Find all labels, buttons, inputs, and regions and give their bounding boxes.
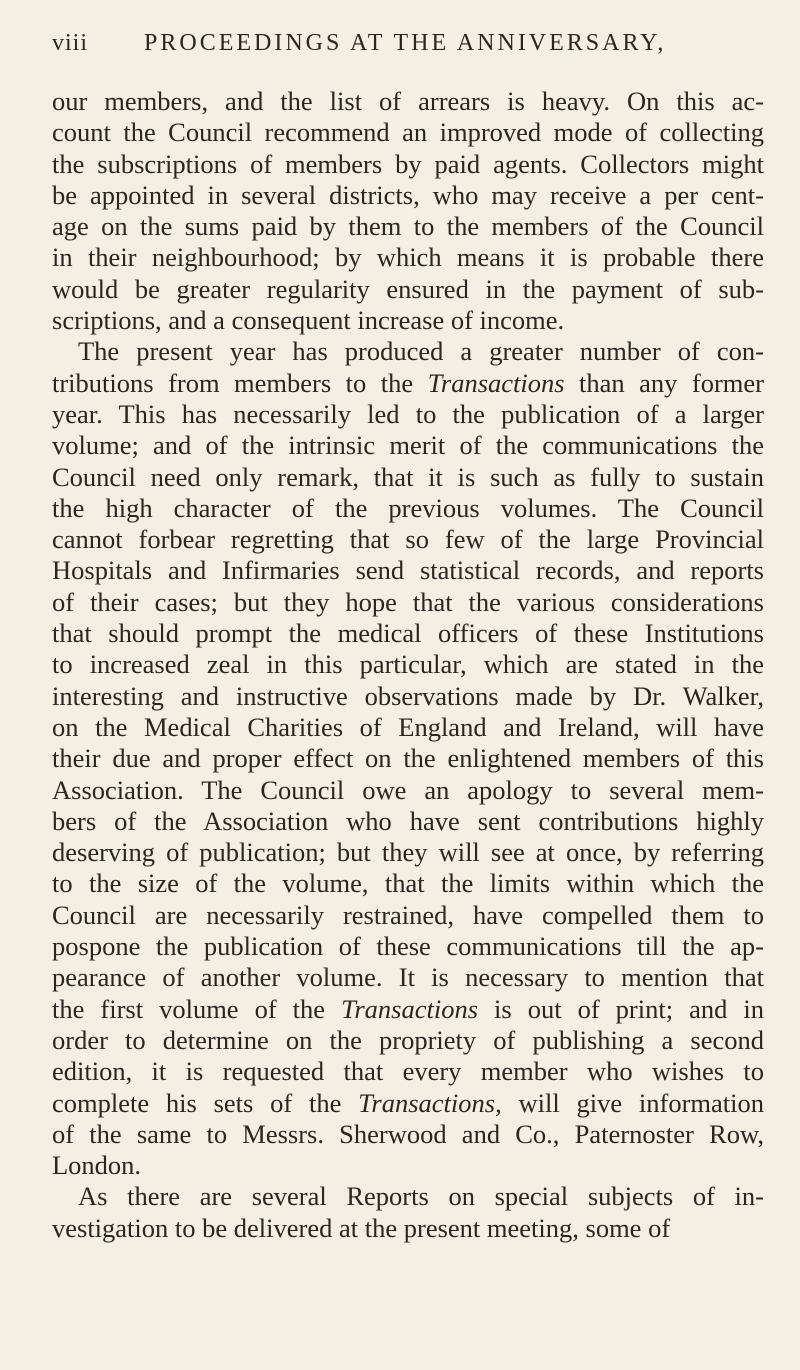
text-line: pearance of another volume. It is necessary to mention that bbox=[52, 962, 764, 993]
text-line: of their cases; but they hope that the various considerations bbox=[52, 586, 764, 617]
text-line: vestigation to be delivered at the present meeting, some of bbox=[52, 1212, 671, 1243]
text-line: that should prompt the medical officers of these Institutions bbox=[52, 618, 764, 649]
text-line: cannot forbear regretting that so few of the large Provincial bbox=[52, 524, 764, 555]
text-line: Hospitals and Infirmaries send statistical records, and reports bbox=[52, 555, 764, 586]
text-line: volume; and of the intrinsic merit of the communications the bbox=[52, 430, 764, 461]
text-line bbox=[52, 994, 764, 1025]
text-line: year. This has necessarily led to the publication of a larger bbox=[52, 398, 764, 429]
text-line: count the Council recommend an improved mode of collecting bbox=[52, 117, 764, 148]
text-segment: the first volume of the bbox=[52, 993, 342, 1024]
text-segment: is out of print; and in bbox=[478, 993, 764, 1024]
text-line: Council need only remark, that it is such as fully to sustain bbox=[52, 461, 764, 492]
text-line: would be greater regularity ensured in the payment of sub- bbox=[52, 273, 764, 304]
text-line: be appointed in several districts, who may receive a per cent- bbox=[52, 179, 764, 210]
text-line: their due and proper effect on the enlightened members of this bbox=[52, 743, 764, 774]
body-text bbox=[52, 86, 764, 1244]
text-line: Council are necessarily restrained, have compelled them to bbox=[52, 899, 764, 930]
text-line: bers of the Association who have sent contributions highly bbox=[52, 805, 764, 836]
text-line: pospone the publication of these communications till the ap- bbox=[52, 931, 764, 962]
text-line: in their neighbourhood; by which means it is probable there bbox=[52, 242, 764, 273]
text-line: on the Medical Charities of England and Ireland, will have bbox=[52, 711, 764, 742]
italic-title: Transactions, bbox=[358, 1087, 502, 1118]
text-line: edition, it is requested that every member who wishes to bbox=[52, 1056, 764, 1087]
text-line: our members, and the list of arrears is heavy. On this ac- bbox=[52, 86, 764, 116]
text-line bbox=[52, 368, 764, 399]
text-line: scriptions, and a consequent increase of income. bbox=[52, 305, 565, 336]
text-line: Association. The Council owe an apology to several mem- bbox=[52, 774, 764, 805]
text-line: of the same to Messrs. Sherwood and Co., Paternoster Row, bbox=[52, 1118, 764, 1149]
text-line: interesting and instructive observations made by Dr. Walker, bbox=[52, 680, 764, 711]
text-line: to the size of the volume, that the limits within which the bbox=[52, 868, 764, 899]
text-line: age on the sums paid by them to the members of the Council bbox=[52, 211, 764, 242]
text-segment: complete his sets of the bbox=[52, 1087, 359, 1118]
text-line: As there are several Reports on special subjects of in- bbox=[78, 1181, 764, 1212]
text-line bbox=[52, 1088, 764, 1119]
text-segment: tributions from members to the bbox=[52, 367, 428, 398]
text-line: order to determine on the propriety of publishing a second bbox=[52, 1024, 764, 1055]
text-line: to increased zeal in this particular, which are stated in the bbox=[52, 649, 764, 680]
text-segment: than any former bbox=[564, 367, 764, 398]
text-line: London. bbox=[52, 1150, 142, 1181]
page-number: viii bbox=[52, 30, 89, 56]
page-header bbox=[52, 28, 760, 68]
italic-title: Transactions bbox=[427, 367, 565, 398]
italic-title: Transactions bbox=[341, 993, 479, 1024]
text-line: deserving of publication; but they will see at once, by referring bbox=[52, 837, 764, 868]
text-segment: will give information bbox=[501, 1087, 764, 1118]
text-line: The present year has produced a greater number of con- bbox=[78, 336, 764, 367]
running-head: PROCEEDINGS AT THE ANNIVERSARY, bbox=[144, 30, 667, 56]
text-line: the high character of the previous volumes. The Council bbox=[52, 492, 764, 523]
text-line: the subscriptions of members by paid agents. Collectors might bbox=[52, 148, 764, 179]
